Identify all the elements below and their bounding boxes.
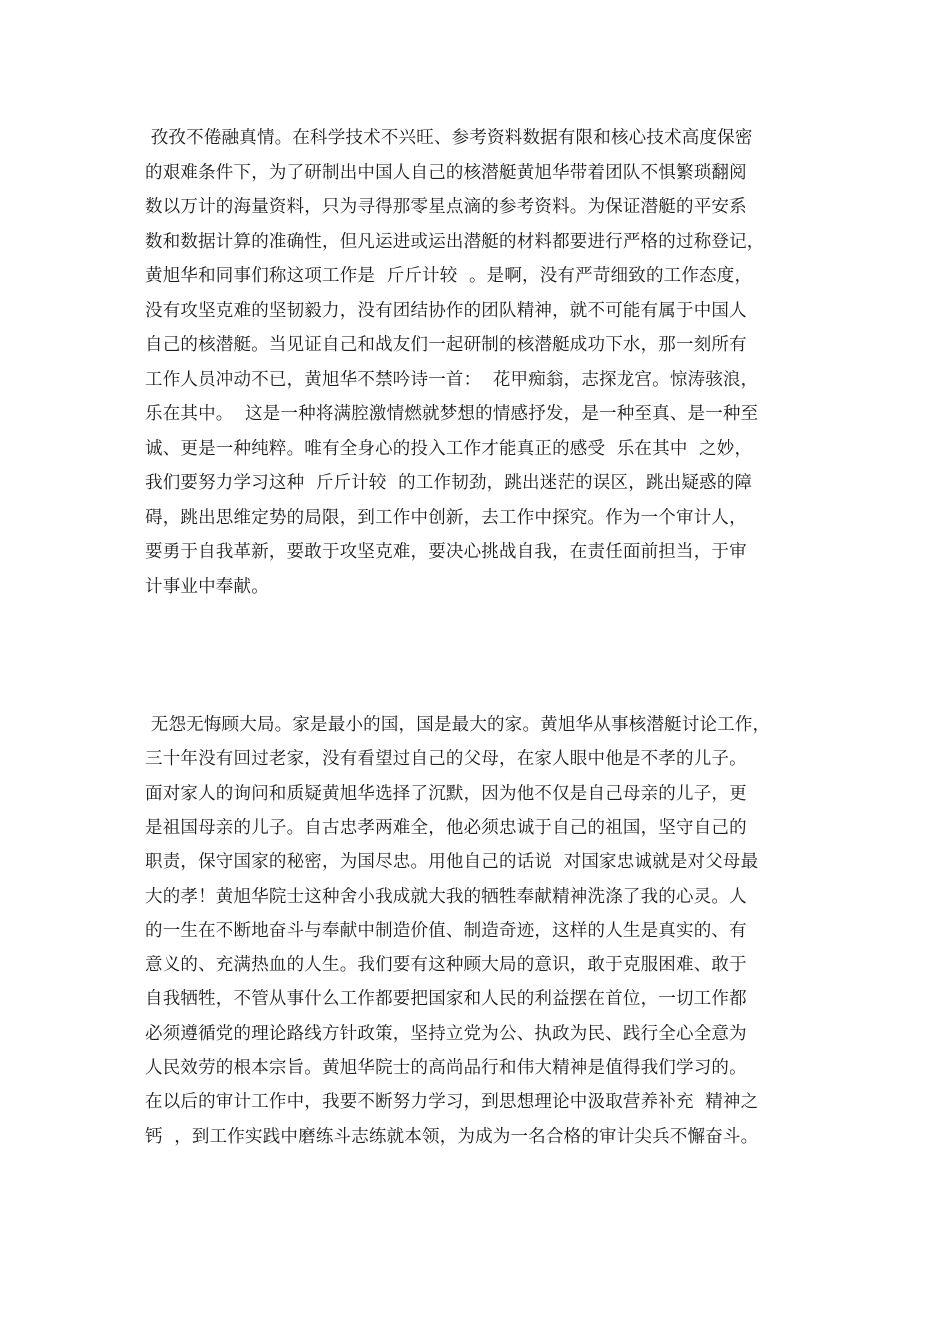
text-line: 无怨无悔顾大局。家是最小的国，国是最大的家。黄旭华从事核潜艇讨论工作， <box>145 715 771 735</box>
text-line: 工作人员冲动不已，黄旭华不禁吟诗一首： 花甲痴翁，志探龙宫。惊涛骇浪， <box>145 369 759 390</box>
text-line: 自己的核潜艇。当见证自己和战友们一起研制的核潜艇成功下水，那一刻所有 <box>145 335 747 355</box>
text-line: 人民效劳的根本宗旨。黄旭华院士的高尚品行和伟大精神是值得我们学习的。 <box>145 1058 747 1078</box>
text-line: 计事业中奉献。 <box>145 576 269 597</box>
text-line: 大的孝！黄旭华院士这种舍小我成就大我的牺牲奉献精神洗涤了我的心灵。人 <box>145 886 747 907</box>
text-line: 碍，跳出思维定势的局限，到工作中创新，去工作中探究。作为一个审计人， <box>145 507 747 528</box>
text-line: 必须遵循党的理论路线方针政策，坚持立党为公、执政为民、践行全心全意为 <box>145 1023 747 1044</box>
text-line: 职责，保守国家的秘密，为国尽忠。用他自己的话说 对国家忠诚就是对父母最 <box>145 852 759 873</box>
text-line: 数以万计的海量资料，只为寻得那零星点滴的参考资料。为保证潜艇的平安系 <box>145 197 747 217</box>
text-line: 的艰难条件下，为了研制出中国人自己的核潜艇黄旭华带着团队不惧繁琐翻阅 <box>145 162 747 183</box>
text-line: 意义的、充满热血的人生。我们要有这种顾大局的意识，敢于克服困难、敢于 <box>145 955 747 976</box>
text-line: 面对家人的询问和质疑黄旭华选择了沉默，因为他不仅是自己母亲的儿子，更 <box>145 783 747 804</box>
text-line: 乐在其中。 这是一种将满腔激情燃就梦想的情感抒发，是一种至真、是一种至 <box>145 404 759 424</box>
text-line: 自我牺牲，不管从事什么工作都要把国家和人民的利益摆在首位，一切工作都 <box>145 989 747 1010</box>
text-line: 诚、更是一种纯粹。唯有全身心的投入工作才能真正的感受 乐在其中 之妙， <box>145 438 753 459</box>
text-line: 没有攻坚克难的坚韧毅力，没有团结协作的团队精神，就不可能有属于中国人 <box>145 300 747 321</box>
text-line: 的一生在不断地奋斗与奉献中制造价值、制造奇迹，这样的人生是真实的、有 <box>145 920 747 941</box>
text-line: 数和数据计算的准确性，但凡运进或运出潜艇的材料都要进行严格的过称登记， <box>145 231 765 252</box>
text-line: 我们要努力学习这种 斤斤计较 的工作韧劲，跳出迷茫的误区，跳出疑惑的障 <box>145 473 753 493</box>
text-line: 孜孜不倦融真情。在科学技术不兴旺、参考资料数据有限和核心技术高度保密 <box>145 128 753 148</box>
text-line: 在以后的审计工作中，我要不断努力学习，到思想理论中汲取营养补充 精神之 <box>145 1092 759 1113</box>
text-line: 三十年没有回过老家，没有看望过自己的父母，在家人眼中他是不孝的儿子。 <box>145 749 747 770</box>
text-line: 要勇于自我革新，要敢于攻坚克难，要决心挑战自我，在责任面前担当，于审 <box>145 542 747 562</box>
text-line: 钙 ，到工作实践中磨练斗志练就本领，为成为一名合格的审计尖兵不懈奋斗。 <box>145 1126 759 1147</box>
text-line: 是祖国母亲的儿子。自古忠孝两难全，他必须忠诚于自己的祖国，坚守自己的 <box>145 817 747 838</box>
text-line: 黄旭华和同事们称这项工作是 斤斤计较 。是啊，没有严苛细致的工作态度， <box>145 266 753 286</box>
